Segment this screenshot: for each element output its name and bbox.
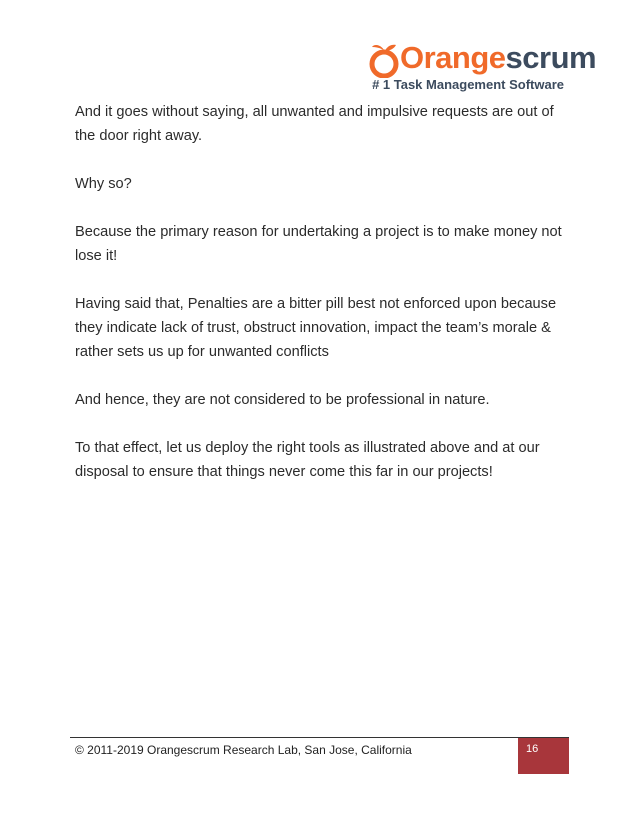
logo-word-scrum: scrum — [505, 40, 597, 75]
paragraph: Having said that, Penalties are a bitter pill best not enforced upon because they indicate lack of trust, obstruct innovation, impact the team’s morale & rather sets us up for unwanted conflicts — [75, 296, 557, 360]
logo-wordmark — [400, 38, 596, 78]
logo-word-orange: Orange — [400, 40, 506, 75]
paragraph: Because the primary reason for undertaking a project is to make money not lose it! — [75, 224, 562, 264]
footer-copyright: © 2011-2019 Orangescrum Research Lab, San Jose, California — [75, 743, 412, 757]
paragraph: And hence, they are not considered to be professional in nature. — [75, 392, 490, 408]
orangescrum-logo — [366, 36, 597, 96]
footer-divider — [70, 737, 569, 738]
page-number: 16 — [526, 743, 539, 755]
logo-tagline: # 1 Task Management Software — [372, 77, 564, 92]
orange-fruit-icon — [368, 42, 400, 78]
paragraph: And it goes without saying, all unwanted and impulsive requests are out of the door right away. — [75, 104, 554, 144]
document-body — [75, 100, 570, 508]
paragraph: To that effect, let us deploy the right tools as illustrated above and at our disposal to ensure that things never come this far in our projects! — [75, 440, 540, 480]
paragraph: Why so? — [75, 176, 132, 192]
page-number-box — [518, 738, 569, 774]
